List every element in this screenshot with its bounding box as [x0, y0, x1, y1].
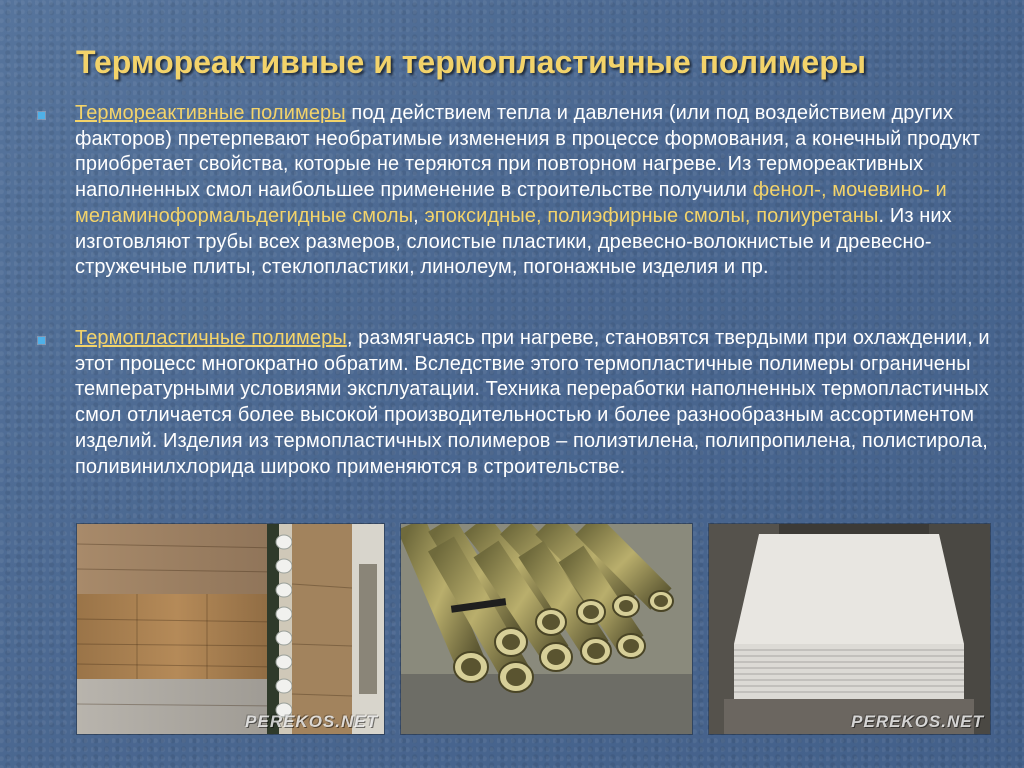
body-text: , размягчаясь при нагреве, становятся твердыми при охлаждении, и этот процесс многократно обратим. Вследствие этого термопластичные полимеры ограничены температурными условиями эксплуатации. Техника переработки наполненных термопластичных смол отличается более высокой производительностью и более разнообразным ассортиментом изделий. Изделия из термопластичных полимеров – полиэтилена, полипропилена, полистирола, поливинилхлорида широко применяются в строительстве.	[75, 327, 990, 478]
watermark-1: PEREKOS.NET	[245, 712, 378, 731]
body-text: ,	[413, 204, 425, 227]
photo-polymer-pipes	[400, 523, 693, 735]
paragraph-thermoset	[75, 101, 1005, 281]
term-heading: Термореактивные полимеры	[75, 102, 346, 124]
watermark-3: PEREKOS.NET	[851, 712, 984, 731]
body-text: . Из них изготовляют трубы всех размеров, слоистые пластики, древесно-волокнистые и древесно-стружечные плиты, стеклопластики, линолеум, погонажные изделия и пр.	[75, 204, 952, 279]
linoleum-illustration	[77, 524, 384, 734]
bullet-marker-1	[38, 112, 45, 119]
slide-title: Термореактивные и термопластичные полимеры	[76, 44, 867, 80]
pipes-illustration	[401, 524, 692, 734]
photo-fiberboard-sheets	[708, 523, 991, 735]
bullet-marker-2	[38, 337, 45, 344]
sheets-illustration	[709, 524, 990, 734]
photo-linoleum-rolls	[76, 523, 385, 735]
highlighted-text: эпоксидные, полиэфирные смолы, полиуретаны	[424, 204, 879, 227]
highlighted-text: фенол-, мочевино- и меламиноформальдегидные смолы	[75, 179, 947, 227]
paragraph-thermoplastic	[75, 326, 1005, 480]
body-text: под действием тепла и давления (или под воздействием других факторов) претерпевают необратимые изменения в процессе формования, а конечный продукт приобретает свойства, которые не теряются при повторном нагреве. Из термореактивных наполненных смол наибольшее применение в строительстве получили	[75, 102, 981, 202]
term-heading: Термопластичные полимеры	[75, 327, 347, 349]
